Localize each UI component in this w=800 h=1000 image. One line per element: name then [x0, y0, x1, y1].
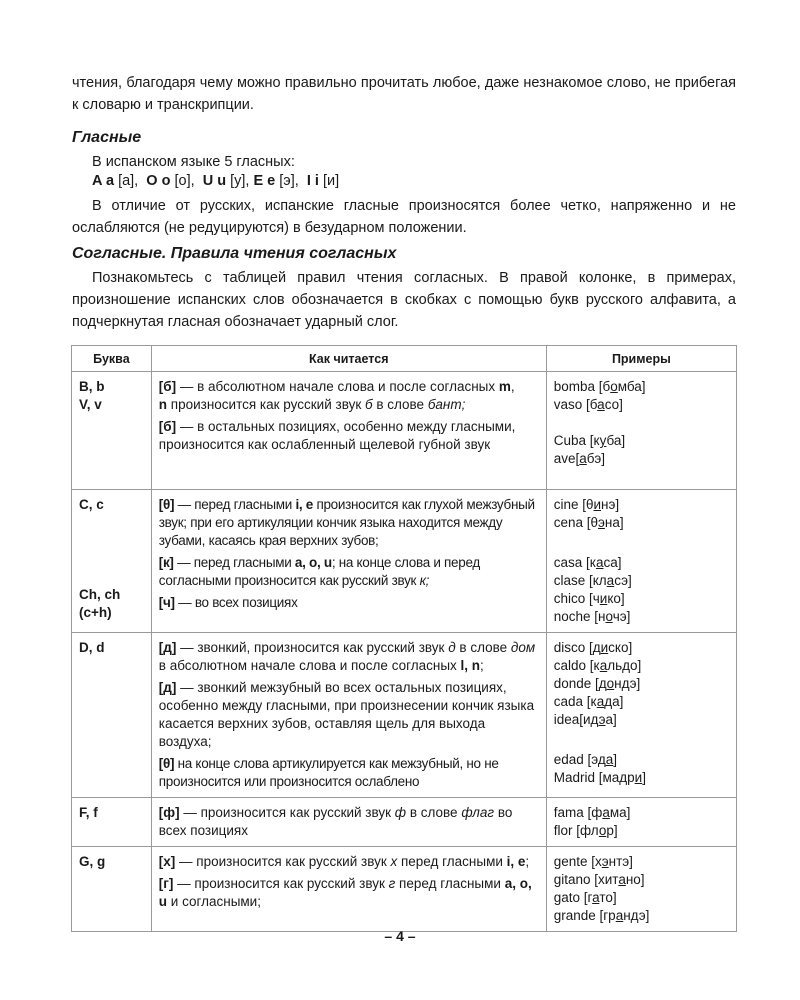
vowel-sound: [э], — [279, 173, 299, 189]
vowels-count-text: В испанском языке 5 гласных: — [92, 154, 295, 170]
vowel-letter: O o — [146, 173, 171, 189]
vowel-sound: [о], — [174, 173, 195, 189]
example-word: idea[идэа] — [553, 712, 617, 727]
reading-rule: [б] — в остальных позициях, особенно между гласными, произносится как ослабленный щелевой губной звук — [158, 419, 516, 452]
table-header-row — [72, 346, 737, 372]
vowel-letter: E e — [253, 173, 276, 189]
letter-label: C, c — [79, 497, 104, 512]
vowel-letter: A a — [92, 173, 115, 189]
vowel-sound: [у], — [230, 173, 250, 189]
table-row — [72, 490, 737, 633]
letter-label: F, f — [79, 805, 98, 820]
letter-cell — [72, 847, 152, 932]
consonants-table — [71, 345, 737, 932]
page-number: – 4 – — [384, 928, 416, 944]
consonants-heading: Согласные. Правила чтения согласных — [72, 245, 397, 262]
reading-rule: [д] — звонкий межзубный во всех остальных позициях, особенно между гласными, при произнесении кончик языка касается верхних зубов, оставляя щель для выхода воздуха; — [158, 680, 535, 749]
example-word: caldo [кальдо] — [553, 658, 642, 673]
table-row — [72, 798, 737, 847]
example-word: casa [каса] — [553, 555, 622, 570]
reading-cell — [151, 372, 546, 490]
example-word: gato [гато] — [553, 890, 617, 905]
reading-rule: [б] — в абсолютном начале слова и после согласных m, n произносится как русский звук б в слове бант; — [158, 379, 515, 412]
reading-cell — [151, 490, 546, 633]
example-word: gitano [хитано] — [553, 872, 645, 887]
example-word: clase [класэ] — [553, 573, 632, 588]
reading-rule: [д] — звонкий, произносится как русский звук д в слове дом в абсолютном начале слова и после согласных l, n; — [158, 640, 536, 673]
examples-cell — [546, 372, 736, 490]
examples-cell — [546, 847, 736, 932]
example-word: Madrid [мадри] — [553, 770, 646, 785]
example-word: noche [ночэ] — [553, 609, 631, 624]
vowels-note: В отличие от русских, испанские гласные произносятся более четко, напряженно и не ослабляются (не редуцируются) в безударном положении. — [72, 198, 736, 236]
consonants-intro: Познакомьтесь с таблицей правил чтения согласных. В правой колонке, в примерах, произношение испанских слов обозначается в скобках с помощью букв русского алфавита, а подчеркнутая гласная обозначает ударный слог. — [72, 270, 736, 330]
header-examples: Примеры — [546, 346, 736, 372]
reading-rule: [θ] — перед гласными i, e произносится как глухой межзубный звук; при его артикуляции кончик языка находится между зубами, касаясь края верхних зубов; — [158, 497, 535, 548]
example-word: Cuba [куба] — [553, 433, 626, 448]
example-word: disco [диско] — [553, 640, 633, 655]
example-word: edad [эда] — [553, 752, 618, 767]
letter-cell — [72, 798, 152, 847]
reading-cell — [151, 847, 546, 932]
example-word: cada [када] — [553, 694, 624, 709]
reading-rule: [х] — произносится как русский звук х перед гласными i, e; — [158, 854, 530, 869]
reading-rule: [θ] на конце слова артикулируется как межзубный, но не произносится или произносится ослаблено — [158, 756, 499, 789]
header-reading: Как читается — [151, 346, 546, 372]
example-word: vaso [басо] — [553, 397, 623, 412]
vowel-sound: [и] — [322, 173, 340, 189]
example-word: grande [грандэ] — [553, 908, 650, 923]
example-word: fama [фама] — [553, 805, 631, 820]
vowel-letter: I i — [306, 173, 319, 189]
reading-rule: [к] — перед гласными a, o, u; на конце слова и перед согласными произносится как русский звук к; — [158, 555, 480, 588]
header-letter: Буква — [72, 346, 152, 372]
example-word: flor [флор] — [553, 823, 618, 838]
vowel-letter: U u — [202, 173, 227, 189]
example-word: bomba [бомба] — [553, 379, 646, 394]
example-word: chico [чико] — [553, 591, 625, 606]
intro-paragraph: чтения, благодаря чему можно правильно прочитать любое, даже незнакомое слово, не прибегая к словарю и транскрипции. — [72, 75, 736, 113]
vowels-list — [92, 173, 339, 189]
example-word: ave[абэ] — [553, 451, 605, 466]
letter-cell — [72, 490, 152, 633]
table-row — [72, 372, 737, 490]
reading-rule: [ф] — произносится как русский звук ф в слове флаг во всех позициях — [158, 805, 513, 838]
table-row — [72, 633, 737, 798]
example-word: cena [θэна] — [553, 515, 624, 530]
letter-label: Ch, ch — [79, 587, 121, 602]
examples-cell — [546, 798, 736, 847]
letter-label: V, v — [79, 397, 102, 412]
vowel-sound: [а], — [118, 173, 139, 189]
vowels-heading: Гласные — [72, 129, 142, 146]
reading-cell — [151, 798, 546, 847]
reading-rule: [ч] — во всех позициях — [158, 595, 298, 610]
letter-label: G, g — [79, 854, 106, 869]
example-word: donde [дондэ] — [553, 676, 641, 691]
example-word: cine [θинэ] — [553, 497, 620, 512]
table-row — [72, 847, 737, 932]
letter-label: D, d — [79, 640, 105, 655]
letter-label: B, b — [79, 379, 105, 394]
letter-label: (c+h) — [79, 605, 112, 620]
letter-cell — [72, 633, 152, 798]
example-word: gente [хэнтэ] — [553, 854, 633, 869]
letter-cell — [72, 372, 152, 490]
reading-cell — [151, 633, 546, 798]
examples-cell — [546, 633, 736, 798]
reading-rule: [г] — произносится как русский звук г перед гласными a, o, u и согласными; — [158, 876, 532, 909]
examples-cell — [546, 490, 736, 633]
